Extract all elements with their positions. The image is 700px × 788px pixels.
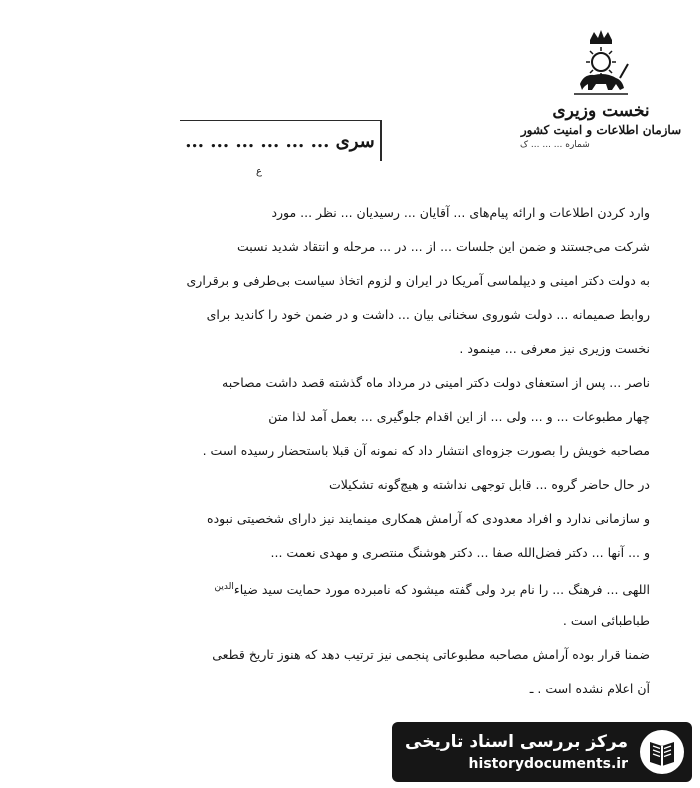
watermark-url: historydocuments.ir xyxy=(468,756,628,772)
watermark-banner xyxy=(392,722,692,782)
classification-stamp-text: سری ... ... ... ... ... ... xyxy=(185,130,375,152)
handwritten-annotation: الدین xyxy=(214,582,234,592)
body-line: آن اعلام نشده است . ـ xyxy=(529,681,650,696)
body-line: در حال حاضر گروه ... قابل توجهی نداشته و هیچ‌گونه تشکیلات xyxy=(329,477,650,492)
letterhead xyxy=(516,28,686,152)
body-line-text: اللهی ... فرهنگ ... را نام برد ولی گفته میشود که نامبرده مورد حمایت سید ضیاء xyxy=(233,582,650,598)
body-line: ضمنا قرار بوده آرامش مصاحبه مطبوعاتی پنجمی نیز ترتیب دهد که هنوز تاریخ قطعی xyxy=(212,647,650,662)
body-line: شرکت می‌جستند و ضمن این جلسات ... از ... در ... مرحله و انتقاد شدید نسبت xyxy=(237,239,650,254)
lion-and-sun-emblem-icon xyxy=(566,28,636,98)
document-body xyxy=(20,196,650,706)
organization-subtitle: سازمان اطلاعات و امنیت کشور xyxy=(520,123,682,137)
body-line: و سازمانی ندارد و افراد معدودی که آرامش همکاری مینمایند نیز دارای شخصیتی نبوده xyxy=(207,511,650,526)
body-line: طباطبائی است . xyxy=(562,613,650,628)
document-number: شماره ... ... ... ک xyxy=(520,140,590,150)
body-line: ناصر ... پس از استعفای دولت دکتر امینی در مرداد ماه گذشته قصد داشت مصاحبه xyxy=(222,375,650,390)
body-line: نخست وزیری نیز معرفی ... مینمود . xyxy=(459,341,650,356)
body-line: وارد کردن اطلاعات و ارائه پیام‌های ... آقایان ... رسیدیان ... نظر ... مورد xyxy=(271,205,650,220)
watermark-title: مرکز بررسی اسناد تاریخی xyxy=(405,732,628,752)
body-line: به دولت دکتر امینی و دیپلماسی آمریکا در ایران و لزوم اتخاذ سیاست بی‌طرفی و برقراری xyxy=(186,273,650,288)
classification-stamp xyxy=(180,120,382,161)
body-line: و ... آنها ... دکتر فضل‌الله صفا ... دکتر هوشنگ منتصری و مهدی نعمت ... xyxy=(270,545,650,560)
stamp-mark: ع xyxy=(256,166,262,177)
body-line xyxy=(20,570,650,604)
body-line: مصاحبه خویش را بصورت جزوه‌ای انتشار داد که نمونه آن قبلا باستحضار رسیده است . xyxy=(202,443,650,458)
book-logo-icon xyxy=(638,728,686,776)
watermark-text xyxy=(405,730,628,774)
body-line: روابط صمیمانه ... دولت شوروی سخنانی بیان ... داشت و در ضمن خود را کاندید برای xyxy=(206,307,650,322)
body-line: چهار مطبوعات ... و ... ولی ... از این اقدام جلوگیری ... بعمل آمد لذا متن xyxy=(268,409,650,424)
organization-title: نخست وزیری xyxy=(552,101,650,121)
